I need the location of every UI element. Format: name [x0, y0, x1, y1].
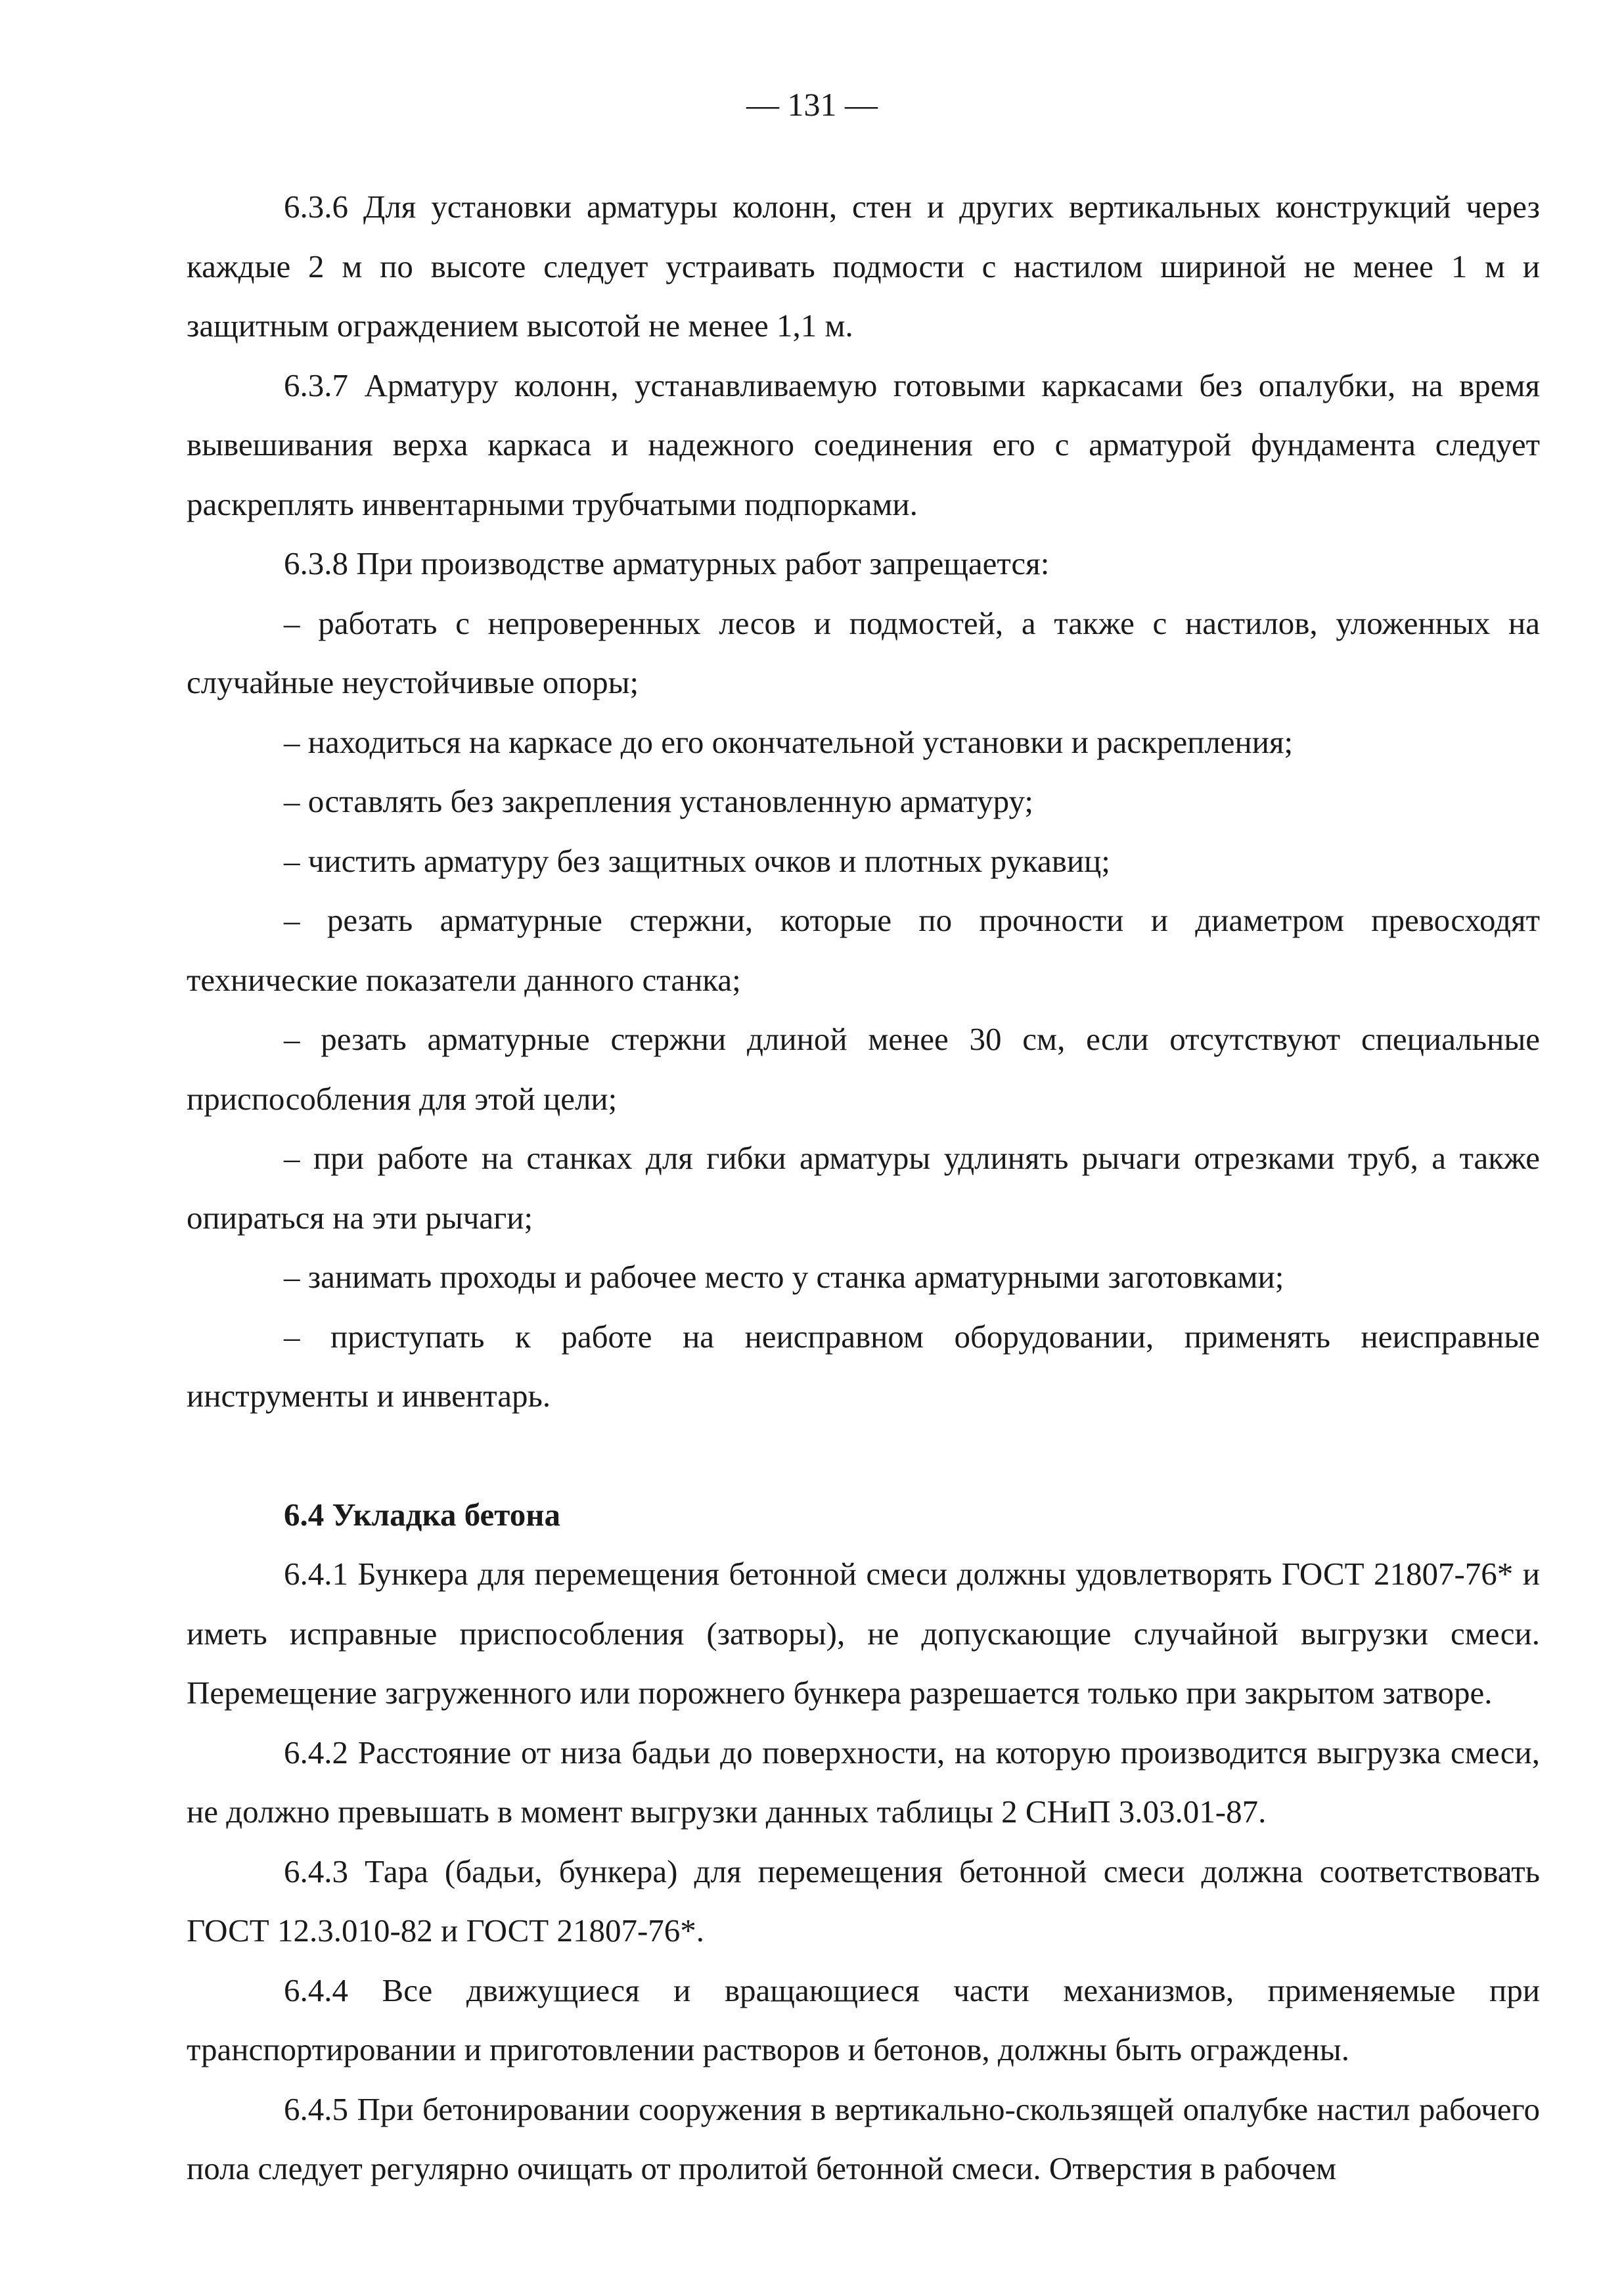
paragraph-6-3-6: 6.3.6 Для установки арматуры колонн, стен и других вертикальных конструкций через каждые 2 м по высоте следует устраивать подмости с настилом шириной не менее 1 м и защитным ограждением высотой не менее 1,1 м. — [187, 189, 1540, 344]
list-item: – занимать проходы и рабочее место у станка арматурными заготовками; — [284, 1259, 1284, 1295]
list-item: – при работе на станках для гибки арматуры удлинять рычаги отрезками труб, а также опираться на эти рычаги; — [187, 1140, 1540, 1236]
paragraph-6-4-3: 6.4.3 Тара (бадьи, бункера) для перемещения бетонной смеси должна соответствовать ГОСТ 12.3.010-82 и ГОСТ 21807-76*. — [187, 1853, 1540, 1949]
paragraph-6-4-5: 6.4.5 При бетонировании сооружения в вертикально-скользящей опалубке настил рабочего пола следует регулярно очищать от пролитой бетонной смеси. Отверстия в рабочем — [187, 2090, 1540, 2186]
list-item: – оставлять без закрепления установленную арматуру; — [284, 783, 1033, 819]
page-number: — 131 — — [746, 86, 878, 123]
list-item: – работать с непроверенных лесов и подмостей, а также с настилов, уложенных на случайные неустойчивые опоры; — [187, 604, 1540, 700]
paragraph-6-3-8: 6.3.8 При производстве арматурных работ запрещается: — [284, 545, 1050, 581]
list-item: – резать арматурные стержни, которые по прочности и диаметром превосходят технические показатели данного станка; — [187, 902, 1540, 998]
list-item: – чистить арматуру без защитных очков и плотных рукавиц; — [284, 842, 1110, 879]
section-heading: 6.4 Укладка бетона — [284, 1496, 560, 1533]
paragraph-6-3-7: 6.3.7 Арматуру колонн, устанавливаемую готовыми каркасами без опалубки, на время вывешивания верха каркаса и надежного соединения его с арматурой фундамента следует раскреплять инвентарными трубчатыми подпорками. — [187, 367, 1540, 522]
paragraph-6-4-1: 6.4.1 Бункера для перемещения бетонной смеси должны удовлетворять ГОСТ 21807-76* и иметь исправные приспособления (затворы), не допускающие случайной выгрузки смеси. Перемещение загруженного или порожнего бункера разрешается только при закрытом затворе. — [187, 1556, 1540, 1711]
document-body — [187, 177, 1540, 2199]
list-item: – резать арматурные стержни длиной менее 30 см, если отсутствуют специальные приспособления для этой цели; — [187, 1021, 1540, 1117]
paragraph-6-4-2: 6.4.2 Расстояние от низа бадьи до поверхности, на которую производится выгрузка смеси, не должно превышать в момент выгрузки данных таблицы 2 СНиП 3.03.01-87. — [187, 1734, 1540, 1830]
list-item: – приступать к работе на неисправном оборудовании, применять неисправные инструменты и инвентарь. — [187, 1318, 1540, 1414]
list-item: – находиться на каркасе до его окончательной установки и раскрепления; — [284, 723, 1294, 760]
paragraph-6-4-4: 6.4.4 Все движущиеся и вращающиеся части механизмов, применяемые при транспортировании и приготовлении растворов и бетонов, должны быть ограждены. — [187, 1972, 1540, 2067]
